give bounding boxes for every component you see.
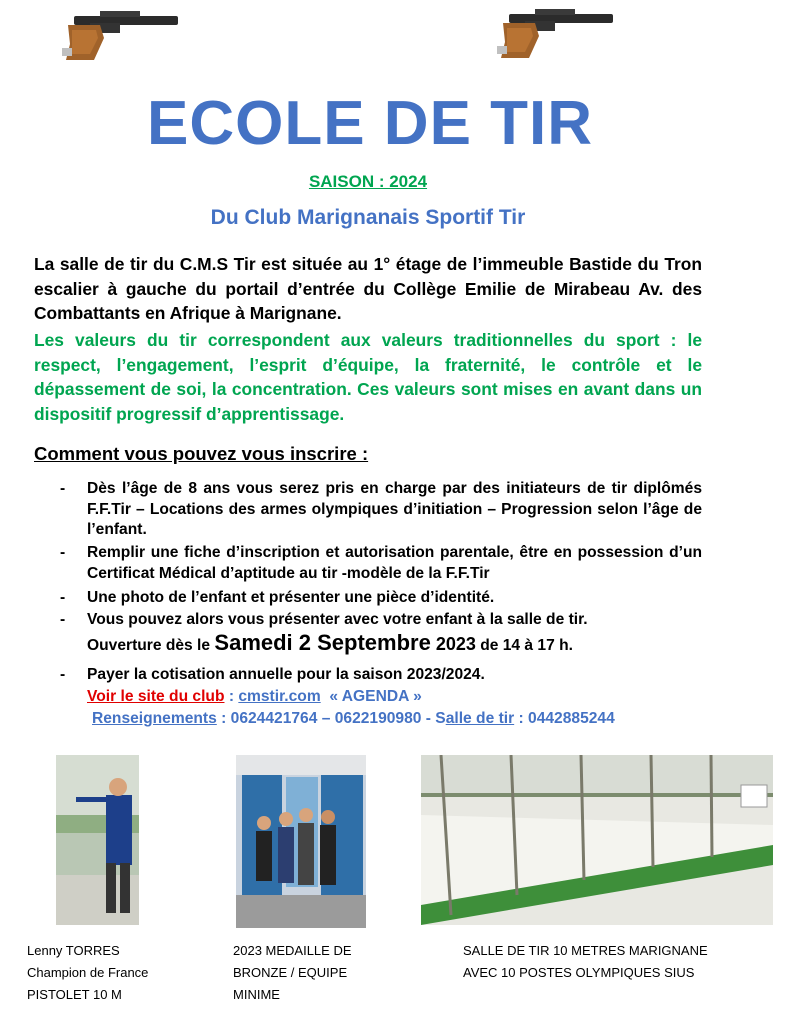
- phone-numbers: 0624421764 – 0622190980 - S: [230, 710, 446, 727]
- pistol-icon: [60, 8, 180, 63]
- team-medal-photo: [236, 755, 366, 928]
- club-name: Du Club Marignanais Sportif Tir: [210, 206, 526, 229]
- pistol-icon: [495, 6, 615, 61]
- registration-heading: Comment vous pouvez vous inscrire :: [34, 443, 369, 464]
- site-link[interactable]: Voir le site du club: [87, 688, 225, 705]
- contact-line: Renseignements : 0624421764 – 0622190980 - Salle de tir : 0442885244: [92, 710, 615, 727]
- champion-photo: [56, 755, 139, 925]
- team-caption: 2023 MEDAILLE DE BRONZE / EQUIPE MINIME: [233, 943, 352, 1002]
- champion-caption: Lenny TORRES Champion de France PISTOLET 10 M: [27, 943, 149, 1002]
- list-item: - Dès l’âge de 8 ans vous serez pris en charge par des initiateurs de tir diplômés F.F.Tir – Locations des armes olympiques d’initiation – Progression selon l’âge de l’enfant.: [60, 480, 702, 538]
- range-caption: SALLE DE TIR 10 METRES MARIGNANE AVEC 10 POSTES OLYMPIQUES SIUS: [463, 943, 708, 980]
- site-url-link[interactable]: cmstir.com: [238, 688, 321, 705]
- values-paragraph: Les valeurs du tir correspondent aux valeurs traditionnelles du sport : le respect, l’engagement, l’esprit d’équipe, la fraternité, le contrôle et le dépassement de soi, la concentration. Ces valeurs sont mises en avant dans un dispositif progressif d’apprentissage.: [34, 330, 702, 424]
- list-item: - Remplir une fiche d’inscription et autorisation parentale, être en possession d’un Certificat Médical d’aptitude au tir -modèle de la F.F.Tir: [60, 544, 702, 582]
- agenda-link[interactable]: « AGENDA »: [329, 688, 422, 705]
- hall-phone: 0442885244: [528, 710, 615, 727]
- page-title: ECOLE DE TIR: [146, 89, 594, 158]
- shooting-range-photo: [421, 755, 773, 925]
- info-label: Renseignements: [92, 710, 217, 727]
- location-paragraph: La salle de tir du C.M.S Tir est située au 1° étage de l’immeuble Bastide du Tron escalier à gauche du portail d’entrée du Collège Emilie de Mirabeau Av. des Combattants en Afrique à Marignane.: [34, 254, 702, 323]
- season-label: SAISON : 2024: [308, 172, 428, 191]
